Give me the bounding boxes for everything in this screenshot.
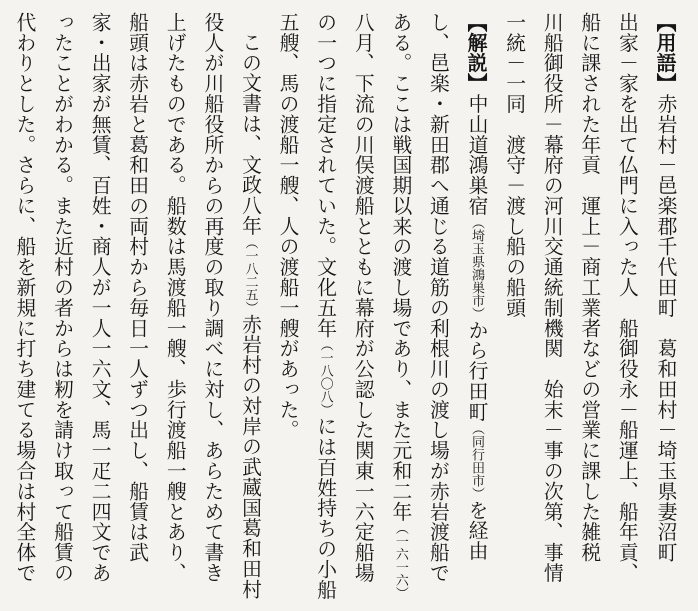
commentary-text-1c: を経由し、邑楽・新田郡へ通じる道筋の利根川の渡し場が赤岩渡船である。ここは戦国期以来の渡し場であり、また元和二年 xyxy=(388,12,489,583)
glossary-text: 赤岩村－邑楽郡千代田町 葛和田村－埼玉県妻沼町 出家－家を出て仏門に入った人 船御役永－船運上、船年貢、船に課された年貢 運上－商工業者などの営業に課した雑税 川船御役所－幕府の河川交通統制機関 始末－事の次第、事情 一統－一同 渡守－渡し船の船頭 xyxy=(502,12,677,604)
commentary-note-1c: （一六一六） xyxy=(392,521,408,600)
commentary-heading: 【解説】 xyxy=(464,12,489,94)
glossary-heading: 【用語】 xyxy=(653,12,677,94)
commentary-text-1d: 八月、下流の川俣渡船とともに幕府が公認した関東一六定船場の一つに指定されていた。文化五年 xyxy=(313,12,375,583)
commentary-note-2a: （一八二五） xyxy=(242,235,258,314)
commentary-paragraph-1 xyxy=(268,12,495,601)
commentary-text-2b: 赤岩村の対岸の武蔵国葛和田村役人が川船役所からの再度の取り調べに対し、あらためて書き上げたものである。船数は馬渡船一艘、歩行渡船一艘とあり、船頭は赤岩と葛和田の両村から毎日一人ずつ出し、船賃は武家・出家が無賃、百姓・商人が一人一六文、馬一疋二四文であったことがわかる。また近村の者からは籾を請け取って船賃の代わりとした。さらに、船を新規に打ち建てる場合は村全体で xyxy=(12,12,262,600)
commentary-text-1e: には百姓持ちの小船五艘、馬の渡船一艘、人の渡船一艘があった。 xyxy=(276,12,337,600)
commentary-note-1d: （一八〇八） xyxy=(317,338,333,417)
commentary-text-2a: この文書は、文政八年 xyxy=(238,31,262,236)
commentary-note-1b: （同行田市） xyxy=(469,421,485,500)
glossary-paragraph xyxy=(495,12,684,604)
commentary-note-1a: （埼玉県鴻巣市） xyxy=(469,215,485,320)
commentary-text-1a: 中山道鴻巣宿 xyxy=(465,93,489,216)
commentary-paragraph-2 xyxy=(0,12,268,601)
commentary-text-1b: から行田町 xyxy=(465,319,489,422)
